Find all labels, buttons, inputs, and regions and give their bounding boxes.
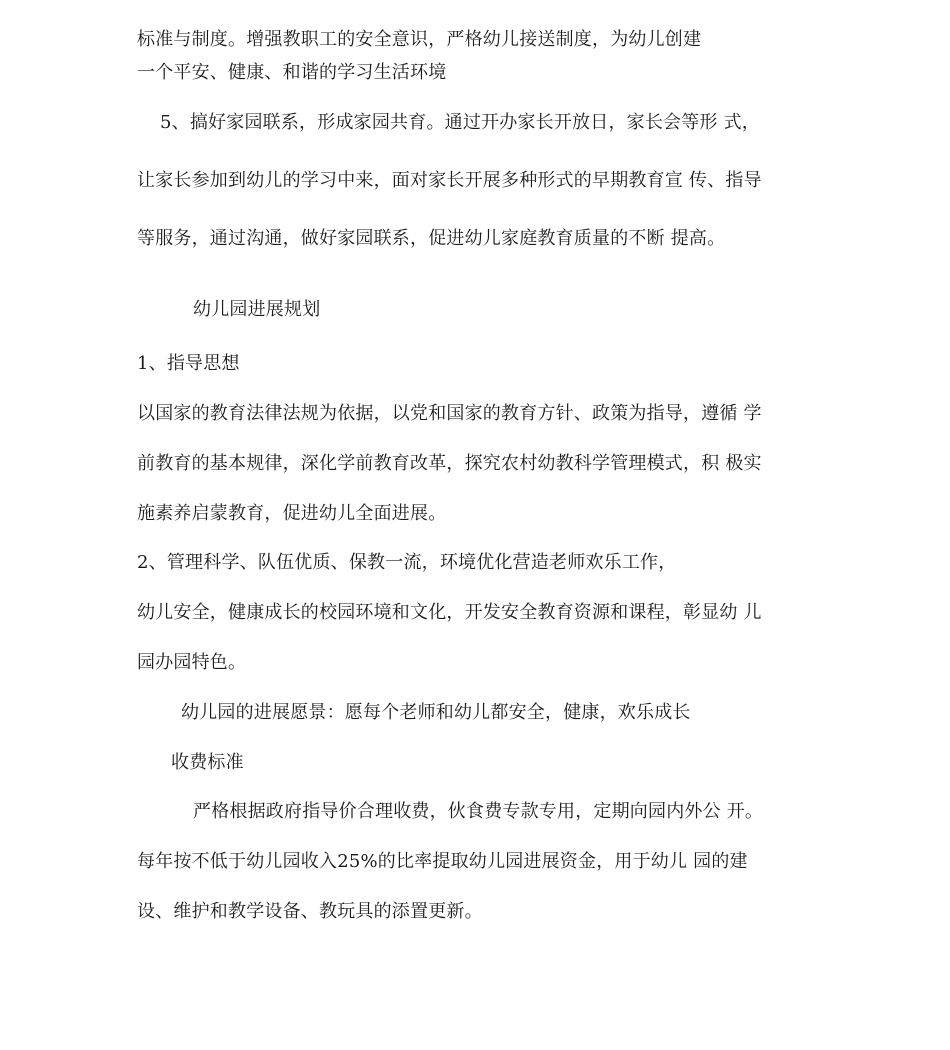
text-line: 等服务，通过沟通，做好家园联系，促进幼儿家庭教育质量的不断 提高。 bbox=[137, 228, 726, 249]
text-line: 2、管理科学、队伍优质、保教一流，环境优化营造老师欢乐工作， bbox=[137, 552, 677, 573]
text-line: 每年按不低于幼儿园收入25%的比率提取幼儿园进展资金，用于幼儿 园的建 bbox=[137, 851, 748, 872]
text-line: 前教育的基本规律，深化学前教育改革，探究农村幼教科学管理模式，积 极实 bbox=[137, 453, 762, 474]
vision-line: 幼儿园的进展愿景：愿每个老师和幼儿都安全，健康，欢乐成长 bbox=[181, 702, 691, 723]
text-line: 严格根据政府指导价合理收费，伙食费专款专用，定期向园内外公 开。 bbox=[193, 801, 764, 822]
section-heading: 幼儿园进展规划 bbox=[193, 299, 321, 320]
subsection-heading: 1、指导思想 bbox=[137, 353, 240, 374]
text-line: 以国家的教育法律法规为依据，以党和国家的教育方针、政策为指导，遵循 学 bbox=[137, 403, 762, 424]
section-heading: 收费标准 bbox=[171, 752, 244, 773]
text-line: 施素养启蒙教育，促进幼儿全面进展。 bbox=[137, 503, 447, 524]
text-line: 5、搞好家园联系，形成家园共育。通过开办家长开放日，家长会等形 式， bbox=[160, 112, 760, 133]
text-line: 让家长参加到幼儿的学习中来，面对家长开展多种形式的早期教育宣 传、指导 bbox=[137, 170, 762, 191]
text-line: 标准与制度。增强教职工的安全意识，严格幼儿接送制度，为幼儿创建 bbox=[137, 29, 702, 50]
text-line: 幼儿安全，健康成长的校园环境和文化，开发安全教育资源和课程，彰显幼 儿 bbox=[137, 602, 762, 623]
text-line: 设、维护和教学设备、教玩具的添置更新。 bbox=[137, 901, 483, 922]
text-line: 园办园特色。 bbox=[137, 652, 247, 673]
text-line: 一个平安、健康、和谐的学习生活环境 bbox=[137, 62, 447, 83]
